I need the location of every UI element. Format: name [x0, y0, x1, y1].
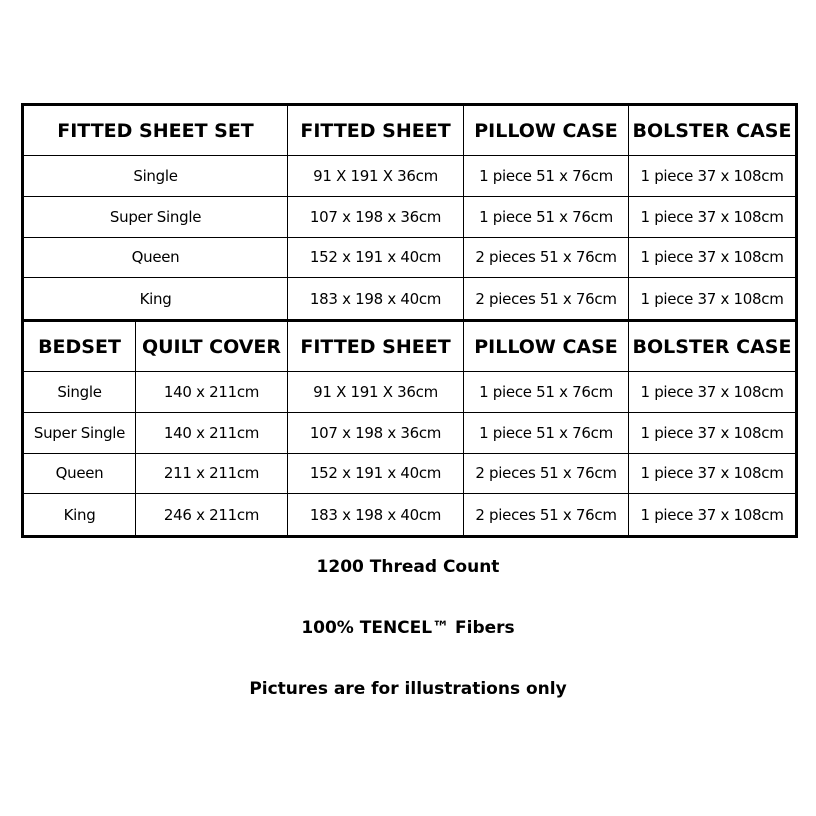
table-row: [23, 278, 797, 321]
size-cell: King: [23, 278, 288, 321]
bolster-case-cell: 1 piece 37 x 108cm: [629, 156, 797, 197]
pillow-case-cell: 1 piece 51 x 76cm: [464, 372, 629, 413]
size-cell: Super Single: [23, 412, 136, 453]
size-cell: Queen: [23, 237, 288, 278]
thread-count-note: 1200 Thread Count: [316, 557, 500, 577]
bolster-case-cell: 1 piece 37 x 108cm: [629, 278, 797, 321]
size-cell: King: [23, 494, 136, 537]
table-row: [23, 372, 797, 413]
table-row: [23, 237, 797, 278]
fitted-sheet-cell: 107 x 198 x 36cm: [288, 196, 464, 237]
fibers-note: 100% TENCEL™ Fibers: [301, 618, 515, 638]
pillow-case-cell: 2 pieces 51 x 76cm: [464, 237, 629, 278]
disclaimer-note: Pictures are for illustrations only: [249, 679, 567, 699]
bolster-case-header: BOLSTER CASE: [629, 105, 797, 156]
table-row: [23, 196, 797, 237]
quilt-cover-header: QUILT COVER: [136, 320, 288, 371]
fitted-sheet-cell: 183 x 198 x 40cm: [288, 494, 464, 537]
bedding-size-table: [21, 103, 798, 538]
fitted-sheet-cell: 152 x 191 x 40cm: [288, 453, 464, 494]
pillow-case-cell: 1 piece 51 x 76cm: [464, 156, 629, 197]
table-row: [23, 156, 797, 197]
fitted-sheet-cell: 91 X 191 X 36cm: [288, 372, 464, 413]
pillow-case-header: PILLOW CASE: [464, 105, 629, 156]
quilt-cover-cell: 211 x 211cm: [136, 453, 288, 494]
fitted-sheet-cell: 91 X 191 X 36cm: [288, 156, 464, 197]
bolster-case-cell: 1 piece 37 x 108cm: [629, 453, 797, 494]
size-cell: Queen: [23, 453, 136, 494]
fitted-sheet-header: FITTED SHEET: [288, 105, 464, 156]
bedset-header: BEDSET: [23, 320, 136, 371]
table-row: [23, 494, 797, 537]
bolster-case-cell: 1 piece 37 x 108cm: [629, 372, 797, 413]
fitted-sheet-set-header: FITTED SHEET SET: [23, 105, 288, 156]
quilt-cover-cell: 140 x 211cm: [136, 372, 288, 413]
bolster-case-cell: 1 piece 37 x 108cm: [629, 494, 797, 537]
pillow-case-cell: 1 piece 51 x 76cm: [464, 412, 629, 453]
fitted-sheet-header: FITTED SHEET: [288, 320, 464, 371]
quilt-cover-cell: 140 x 211cm: [136, 412, 288, 453]
pillow-case-cell: 2 pieces 51 x 76cm: [464, 494, 629, 537]
pillow-case-cell: 2 pieces 51 x 76cm: [464, 453, 629, 494]
size-cell: Single: [23, 156, 288, 197]
pillow-case-header: PILLOW CASE: [464, 320, 629, 371]
bolster-case-cell: 1 piece 37 x 108cm: [629, 412, 797, 453]
bolster-case-cell: 1 piece 37 x 108cm: [629, 237, 797, 278]
fitted-sheet-set-header-row: [23, 105, 797, 156]
fitted-sheet-cell: 107 x 198 x 36cm: [288, 412, 464, 453]
size-cell: Super Single: [23, 196, 288, 237]
table-row: [23, 412, 797, 453]
quilt-cover-cell: 246 x 211cm: [136, 494, 288, 537]
bolster-case-cell: 1 piece 37 x 108cm: [629, 196, 797, 237]
pillow-case-cell: 2 pieces 51 x 76cm: [464, 278, 629, 321]
fitted-sheet-cell: 152 x 191 x 40cm: [288, 237, 464, 278]
bolster-case-header: BOLSTER CASE: [629, 320, 797, 371]
size-cell: Single: [23, 372, 136, 413]
fitted-sheet-cell: 183 x 198 x 40cm: [288, 278, 464, 321]
table-row: [23, 453, 797, 494]
pillow-case-cell: 1 piece 51 x 76cm: [464, 196, 629, 237]
bedset-header-row: [23, 320, 797, 371]
